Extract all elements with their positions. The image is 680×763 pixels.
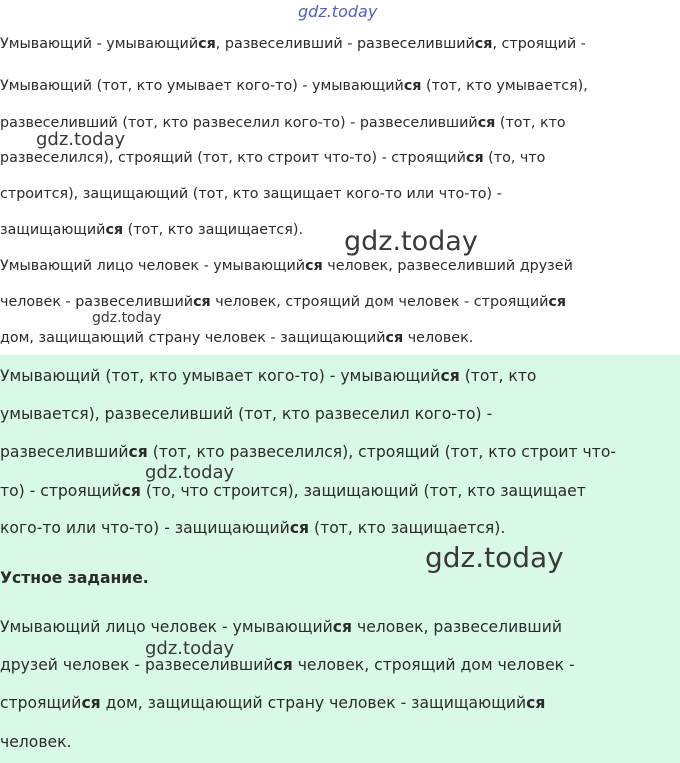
text-line: Умывающий (тот, кто умывает кого-то) - умывающийся (тот, кто умывается),: [0, 78, 588, 94]
watermark: gdz.today: [92, 310, 162, 326]
text-line: развеселился), строящий (тот, кто строит что-то) - строящийся (то, что: [0, 150, 546, 166]
text-line: дом, защищающий страну человек - защищающийся человек.: [0, 330, 474, 346]
watermark: gdz.today: [425, 541, 564, 574]
text-line: строящийся дом, защищающий страну человек - защищающийся: [0, 694, 546, 712]
watermark: gdz.today: [298, 2, 378, 21]
watermark: gdz.today: [344, 226, 478, 257]
watermark: gdz.today: [145, 462, 235, 483]
text-line: защищающийся (тот, кто защищается).: [0, 222, 304, 238]
text-line: человек.: [0, 733, 72, 751]
text-line: умывается), развеселивший (тот, кто развеселил кого-то) -: [0, 405, 493, 423]
text-line: развеселивший (тот, кто развеселил кого-то) - развеселившийся (тот, кто: [0, 115, 566, 131]
text-line: человек - развеселившийся человек, строящий дом человек - строящийся: [0, 294, 567, 310]
text-line: развеселившийся (тот, кто развеселился), строящий (тот, кто строит что-: [0, 443, 617, 461]
oral-task-heading: Устное задание.: [0, 569, 149, 587]
text-line: Умывающий (тот, кто умывает кого-то) - умывающийся (тот, кто: [0, 367, 537, 385]
text-line: Умывающий лицо человек - умывающийся человек, развеселивший: [0, 618, 562, 636]
alternate-answer-block: [0, 355, 680, 763]
text-line: то) - строящийся (то, что строится), защищающий (тот, кто защищает: [0, 482, 586, 500]
text-line: строится), защищающий (тот, кто защищает кого-то или что-то) -: [0, 186, 502, 202]
watermark: gdz.today: [145, 638, 235, 659]
text-line: друзей человек - развеселившийся человек, строящий дом человек -: [0, 656, 575, 674]
text-line: кого-то или что-то) - защищающийся (тот, кто защищается).: [0, 519, 506, 537]
text-line: Умывающий - умывающийся, развеселивший - развеселившийся, строящий -: [0, 36, 586, 52]
watermark: gdz.today: [36, 129, 126, 150]
text-line: Умывающий лицо человек - умывающийся человек, развеселивший друзей: [0, 258, 573, 274]
